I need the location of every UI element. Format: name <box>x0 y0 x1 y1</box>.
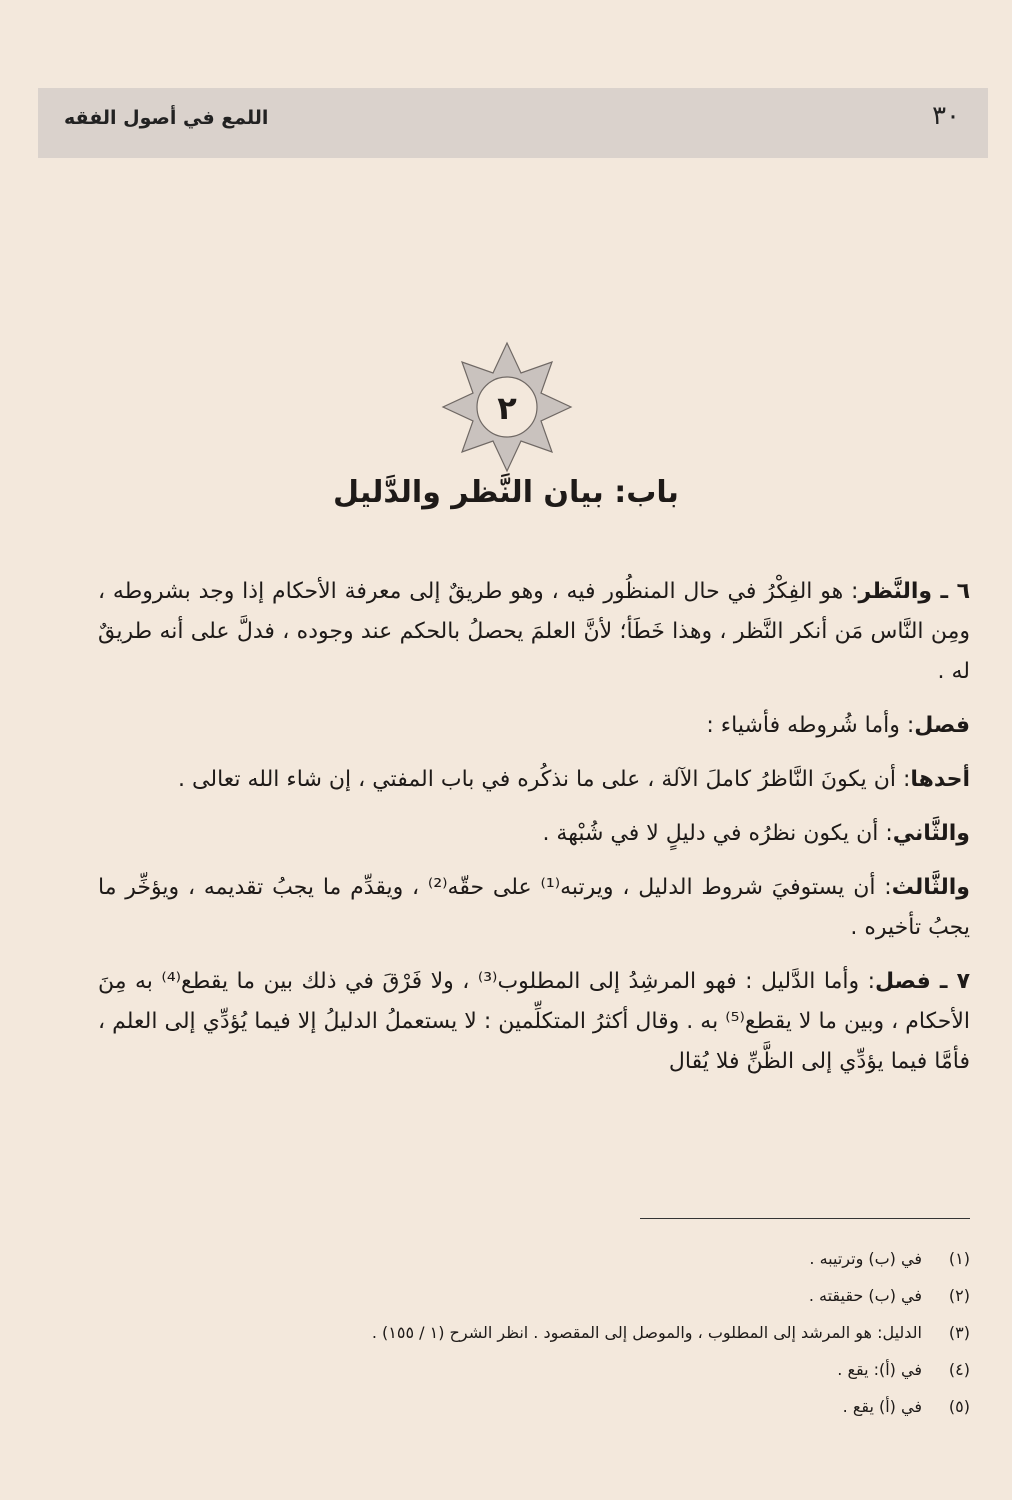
running-title: اللمع في أصول الفقه <box>64 107 269 129</box>
running-header <box>38 88 988 158</box>
chapter-ornament-icon <box>440 340 574 474</box>
paragraph: والثَّالث: أن يستوفيَ شروط الدليل ، ويرتبه⁽¹⁾ على حقّه⁽²⁾ ، ويقدِّم ما يجبُ تقديمه ، ويؤخِّر ما يجبُ تأخيره . <box>98 875 970 940</box>
paragraph: ٦ ـ والنَّظر: هو الفِكْرُ في حال المنظُور فيه ، وهو طريقٌ إلى معرفة الأحكام إذا وجد بشروطه ، ومِن النَّاس مَن أنكر النَّظر ، وهذا خَطَأ؛ لأنَّ العلمَ يحصلُ بالحكم عند وجوده ، فدلَّ على أنه طريقٌ له . <box>98 579 970 684</box>
paragraph: فصل: وأما شُروطه فأشياء : <box>706 713 970 738</box>
footnote: (٣) الدليل: هو المرشد إلى المطلوب ، والموصل إلى المقصود . انظر الشرح (١ / ١٥٥) . <box>371 1323 970 1342</box>
footnote: (٥) في (أ) يقع . <box>842 1397 970 1416</box>
paragraph: والثَّاني: أن يكون نظرُه في دليلٍ لا في شُبْهة . <box>542 821 970 846</box>
footnote: (١) في (ب) وترتيبه . <box>809 1249 970 1268</box>
page-number: ٣٠ <box>932 101 960 131</box>
footnote-divider <box>640 1218 970 1219</box>
main-text <box>98 572 970 1096</box>
footnote: (٤) في (أ): يقع . <box>837 1360 970 1379</box>
paragraph: ٧ ـ فصل: وأما الدَّليل : فهو المرشِدُ إلى المطلوب⁽³⁾ ، ولا فَرْقَ في ذلك بين ما يقطع⁽⁴⁾ به مِنَ الأحكام ، وبين ما لا يقطع⁽⁵⁾ به . وقال أكثرُ المتكلِّمين : لا يستعملُ الدليلُ إلا فيما يُؤدِّي إلى العلم ، فأمَّا فيما يؤدِّي إلى الظَّنِّ فلا يُقال <box>98 969 970 1074</box>
footnotes <box>300 1240 970 1425</box>
paragraph: أحدها: أن يكونَ النَّاظرُ كاملَ الآلة ، على ما نذكُره في باب المفتي ، إن شاء الله تعالى . <box>178 767 970 792</box>
chapter-number: ٢ <box>497 389 517 427</box>
footnote: (٢) في (ب) حقيقته . <box>808 1286 970 1305</box>
chapter-title: باب: بيان النَّظر والدَّليل <box>333 475 679 510</box>
